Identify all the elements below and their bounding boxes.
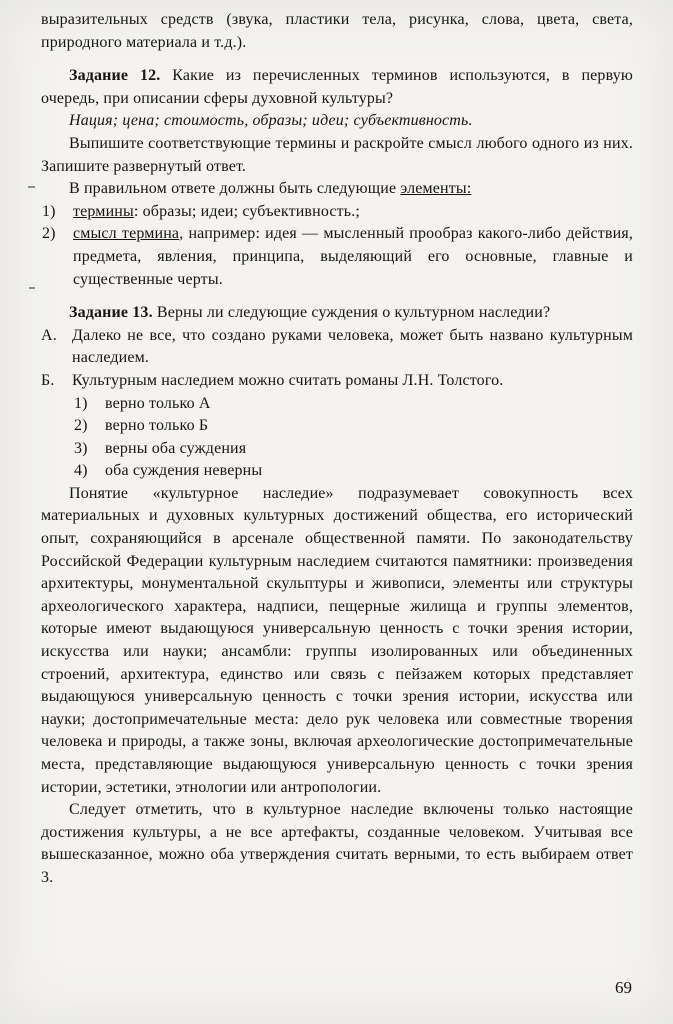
list-item (41, 460, 633, 483)
list-marker: 4) (74, 462, 88, 480)
text-run: термины (73, 202, 134, 220)
paragraph (41, 110, 633, 133)
text-run: выразительных средств (звука, пластики тела, рисунка, слова, цвета, света, природного материала и т.д.). (41, 11, 633, 51)
text-run: : образы; идеи; субъективность.; (133, 202, 360, 220)
list-item (41, 201, 633, 224)
text-run: оба суждения неверны (105, 462, 263, 480)
text-run: Культурным наследием можно считать романы Л.Н. Толстого. (72, 371, 504, 389)
text-run: Выпишите соответствующие термины и раскройте смысл любого одного из них. Запишите развернутый ответ. (41, 134, 633, 175)
paragraph (41, 302, 633, 325)
scan-artifact (29, 287, 35, 289)
paragraph (41, 65, 633, 110)
list-marker: 1) (74, 394, 88, 412)
text-run: Какие из перечисленных терминов используются, в первую очередь, при описании сферы духовной культуры? (41, 67, 633, 107)
paragraph (41, 9, 633, 54)
list-marker: 3) (74, 439, 88, 457)
text-run: верны оба суждения (105, 439, 247, 457)
text-run: Верны ли следующие суждения о культурном наследии? (152, 304, 551, 322)
text-run: элементы: (400, 180, 472, 198)
list-marker: 2) (42, 225, 56, 243)
list-marker: Б. (41, 371, 55, 389)
paragraph (41, 178, 633, 201)
list-item (41, 223, 633, 291)
text-run: верно только А (105, 394, 211, 412)
list-item (41, 325, 633, 370)
page-number: 69 (615, 978, 632, 997)
text-run: верно только Б (105, 417, 209, 435)
list-marker: 2) (74, 417, 88, 435)
paragraph (41, 483, 633, 799)
scan-artifact (28, 186, 35, 188)
list-marker: А. (41, 326, 57, 344)
text-run: Следует отметить, что в культурное наследие включены только настоящие достижения культуры, а не все артефакты, созданные человеком. Учитывая все вышесказанное, можно оба утверждения считать верными, то есть выбираем ответ 3. (41, 801, 633, 886)
page-content (41, 9, 633, 890)
list-item (41, 370, 633, 393)
paragraph (41, 799, 633, 889)
text-run: , например: идея — мысленный прообраз какого-либо действия, предмета, явления, принципа, выделяющий его основные, главные и существенные черты. (73, 225, 633, 288)
list-marker: 1) (42, 202, 56, 220)
text-run: Нация; цена; стоимость, образы; идеи; субъективность. (69, 112, 473, 130)
paragraph (41, 133, 633, 178)
list-item (41, 415, 633, 438)
text-run: Задание 13. (69, 304, 153, 322)
list-item (41, 438, 633, 461)
text-run: В правильном ответе должны быть следующие (69, 180, 401, 198)
text-run: Понятие «культурное наследие» подразумевает совокупность всех материальных и духовных культурных достижений общества, его исторический опыт, сохраняющийся в арсенале общественной памяти. По законодательству Российской Федерации культурным наследием считаются памятники: произведения архитектуры, монументальной скульптуры и живописи, элементы или структуры археологического характера, надписи, пещерные жилища и группы элементов, которые имеют выдающуюся универсальную ценность с точки зрения истории, искусства или науки; ансамбли: группы изолированных или объединенных строений, архитектура, единство или связь с пейзажем которых представляет выдающуюся универсальную ценность с точки зрения истории, искусства или науки; достопримечательные места: дело рук человека или совместные творения человека и природы, а также зоны, включая археологические достопримечательные места, представляющие выдающуюся универсальную ценность с точки зрения истории, эстетики, этнологии или антропологии. (41, 484, 633, 796)
text-run: Далеко не все, что создано руками человека, может быть названо культурным наследием. (72, 326, 633, 367)
list-item (41, 393, 633, 416)
text-run: Задание 12. (69, 67, 161, 85)
text-run: смысл термина (73, 225, 180, 243)
